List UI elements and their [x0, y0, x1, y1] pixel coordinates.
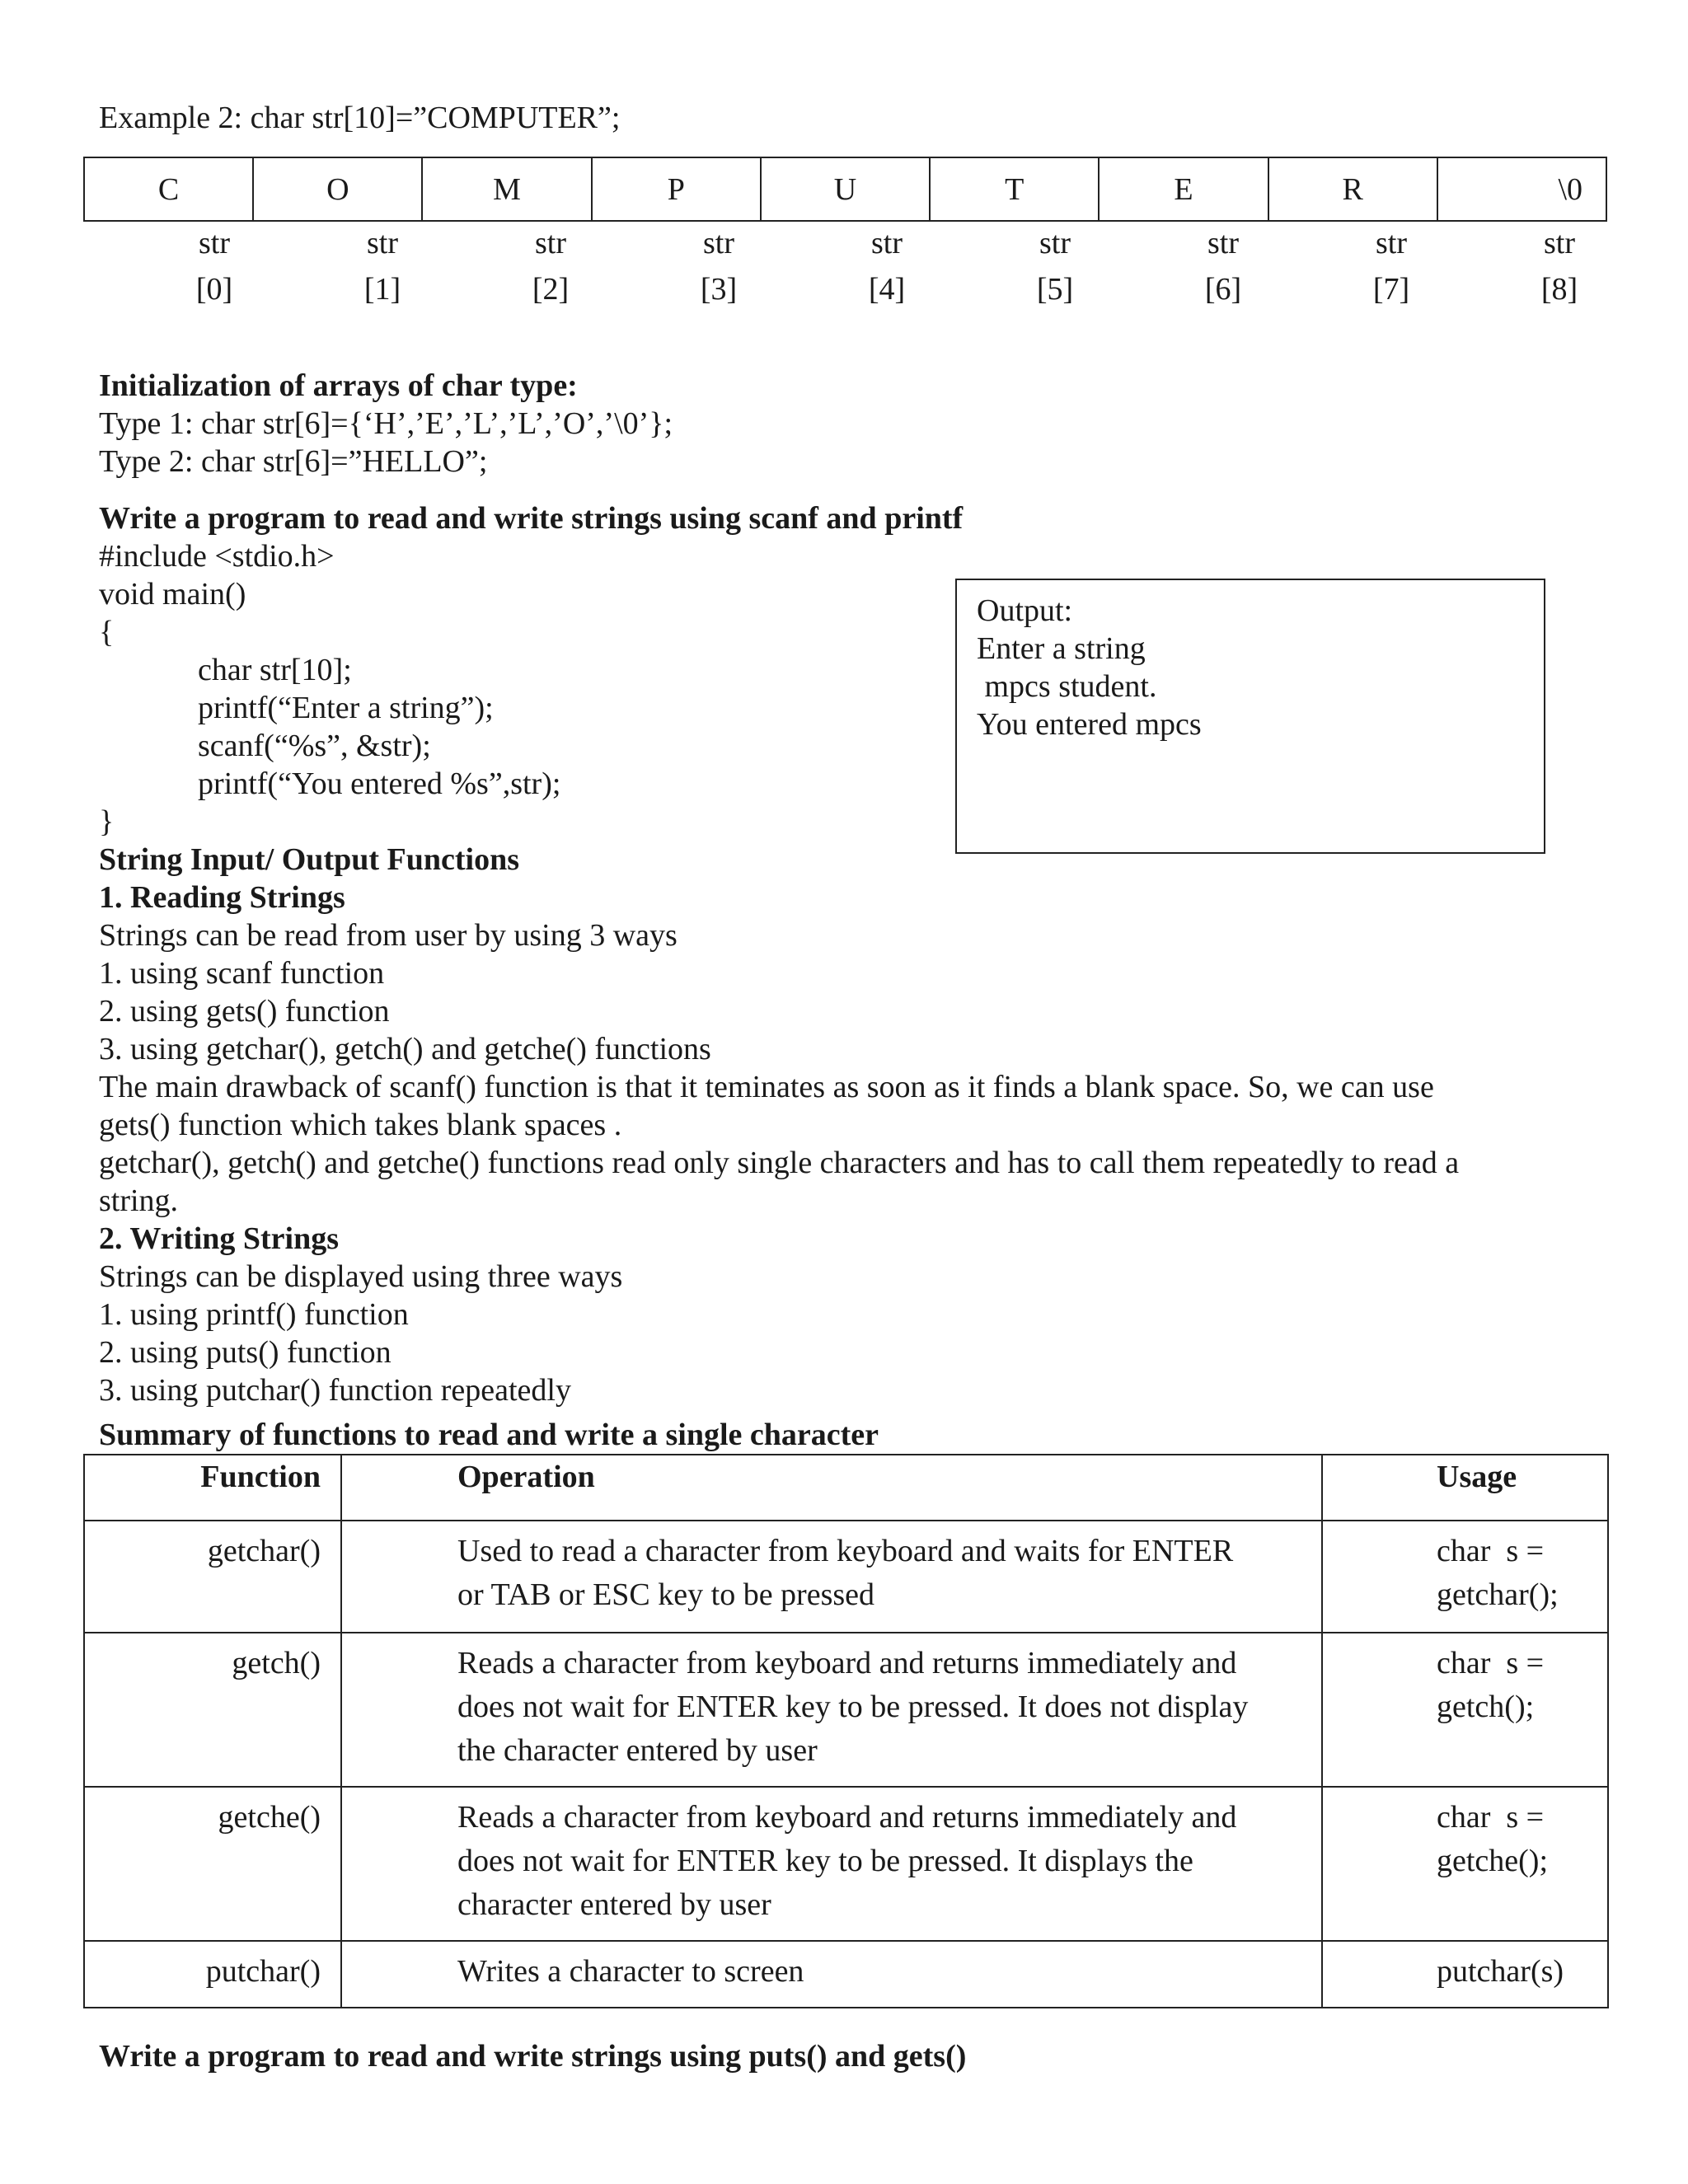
code-line: scanf(“%s”, &str);	[198, 729, 431, 763]
usage-cell: char s = getch();	[1322, 1633, 1608, 1787]
final-heading: Write a program to read and write strings using puts() and gets()	[99, 2039, 967, 2074]
function-cell: getchar()	[84, 1521, 341, 1633]
operation-cell: Writes a character to screen	[341, 1941, 1322, 2008]
array-cell: C	[84, 157, 253, 221]
array-cell: T	[930, 157, 1099, 221]
index-label: str [5]	[1036, 226, 1074, 307]
column-header: Usage	[1322, 1455, 1608, 1521]
index-label: str [3]	[700, 226, 738, 307]
text-line: 2. using gets() function	[99, 994, 390, 1029]
init-type1: Type 1: char str[6]={‘H’,’E’,’L’,’L’,’O’,’\0’};	[99, 406, 673, 441]
table-header-row	[84, 1455, 1608, 1521]
operation-cell: Used to read a character from keyboard and waits for ENTER or TAB or ESC key to be pressed	[341, 1521, 1322, 1633]
function-cell: getche()	[84, 1787, 341, 1941]
index-label: str [4]	[868, 226, 906, 307]
init-type2: Type 2: char str[6]=”HELLO”;	[99, 444, 488, 479]
summary-heading: Summary of functions to read and write a single character	[99, 1418, 879, 1452]
table-row	[84, 1633, 1608, 1787]
table-row	[84, 1521, 1608, 1633]
code-line: printf(“You entered %s”,str);	[198, 766, 561, 801]
operation-cell: Reads a character from keyboard and returns immediately and does not wait for ENTER key to be pressed. It displays the character entered by user	[341, 1787, 1322, 1941]
array-cell: O	[253, 157, 422, 221]
output-line: Enter a string	[977, 631, 1146, 666]
index-label: str [0]	[195, 226, 233, 307]
example-heading: Example 2: char str[10]=”COMPUTER”;	[99, 101, 621, 135]
function-cell: getch()	[84, 1633, 341, 1787]
output-line: mpcs student.	[977, 669, 1157, 704]
program-heading: Write a program to read and write strings using scanf and printf	[99, 501, 964, 536]
usage-cell: char s = getchar();	[1322, 1521, 1608, 1633]
column-header: Operation	[341, 1455, 1322, 1521]
code-line: #include <stdio.h>	[99, 539, 335, 574]
array-cell: M	[422, 157, 591, 221]
text-line: 1. using scanf function	[99, 956, 385, 991]
init-heading: Initialization of arrays of char type:	[99, 368, 578, 403]
array-cell: P	[592, 157, 761, 221]
function-cell: putchar()	[84, 1941, 341, 2008]
output-box	[955, 579, 1545, 854]
text-line: The main drawback of scanf() function is that it teminates as soon as it finds a blank space. So, we can use	[99, 1070, 1434, 1104]
usage-cell: putchar(s)	[1322, 1941, 1608, 2008]
output-line: You entered mpcs	[977, 707, 1202, 742]
code-line: void main()	[99, 577, 246, 612]
text-line: gets() function which takes blank spaces .	[99, 1108, 622, 1142]
array-cell: U	[761, 157, 930, 221]
index-label: str [7]	[1372, 226, 1410, 307]
writing-heading: 2. Writing Strings	[99, 1221, 340, 1256]
code-line: printf(“Enter a string”);	[198, 691, 494, 725]
text-line: getchar(), getch() and getche() functions read only single characters and has to call them repeatedly to read a	[99, 1146, 1460, 1180]
table-row	[84, 1787, 1608, 1941]
index-label: str [1]	[363, 226, 401, 307]
functions-table	[83, 1454, 1609, 2008]
array-row	[84, 157, 1606, 221]
array-cell: E	[1099, 157, 1268, 221]
index-label: str [6]	[1204, 226, 1242, 307]
text-line: Strings can be read from user by using 3 ways	[99, 918, 678, 953]
code-line: {	[99, 615, 115, 649]
array-cell: \0	[1437, 157, 1606, 221]
text-line: 3. using putchar() function repeatedly	[99, 1373, 571, 1408]
operation-cell: Reads a character from keyboard and returns immediately and does not wait for ENTER key to be pressed. It does not display the character entered by user	[341, 1633, 1322, 1787]
code-line: char str[10];	[198, 653, 352, 687]
text-line: 1. using printf() function	[99, 1297, 409, 1332]
code-line: }	[99, 804, 115, 839]
text-line: 3. using getchar(), getch() and getche() functions	[99, 1032, 711, 1066]
text-line: Strings can be displayed using three ways	[99, 1259, 623, 1294]
text-line: 2. using puts() function	[99, 1335, 392, 1370]
index-label: str [2]	[532, 226, 570, 307]
output-line: Output:	[977, 593, 1073, 628]
io-heading: String Input/ Output Functions	[99, 842, 519, 877]
text-line: string.	[99, 1183, 179, 1218]
reading-heading: 1. Reading Strings	[99, 880, 345, 915]
usage-cell: char s = getche();	[1322, 1787, 1608, 1941]
index-label: str [8]	[1540, 226, 1578, 307]
char-array-table	[83, 157, 1607, 222]
table-row	[84, 1941, 1608, 2008]
column-header: Function	[84, 1455, 341, 1521]
array-cell: R	[1268, 157, 1437, 221]
